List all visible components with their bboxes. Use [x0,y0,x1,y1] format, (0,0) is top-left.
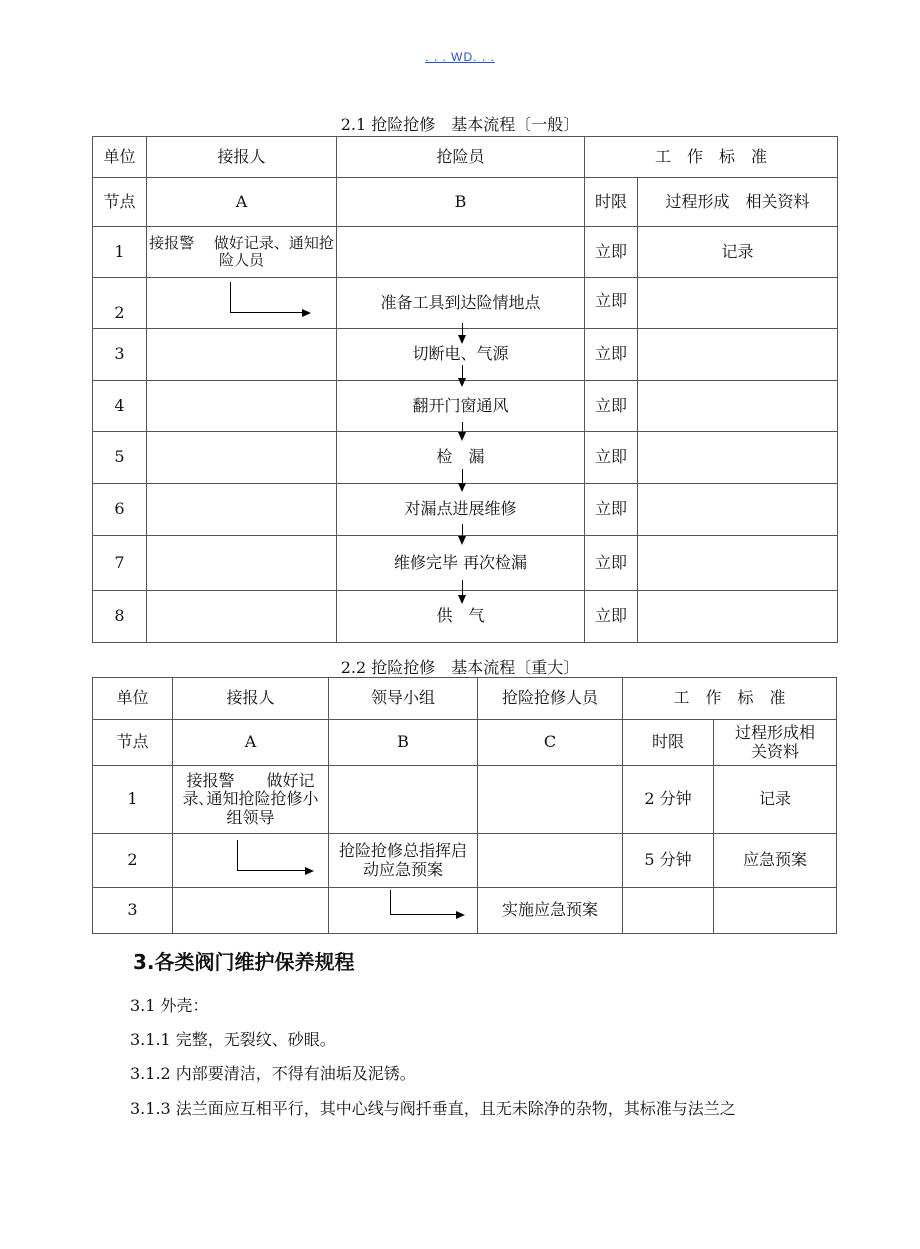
time-limit-cell: 立即 [585,484,638,536]
table2 [92,677,837,934]
time-limit-cell: 立即 [585,278,638,329]
docs-cell [638,484,838,536]
docs-cell [714,888,837,934]
flow-step-box: 接报警 做好记录､通知抢险抢修小组领导 [173,766,329,834]
empty-cell [147,484,337,536]
empty-cell [329,766,478,834]
node-cell: 6 [93,484,147,536]
elbow-arrow-icon [237,840,306,871]
table2-header-b: B [329,720,478,766]
table2-header-c: C [478,720,623,766]
table2-header-standard: 工 作 标 准 [623,678,837,720]
empty-cell [147,381,337,432]
flow-step: 对漏点进展维修 [337,484,585,536]
table-row [93,766,837,834]
node-cell: 1 [93,227,147,278]
docs-cell [638,381,838,432]
node-cell: 5 [93,432,147,484]
flow-step-box: 接报警 做好记录、通知抢险人员 [147,227,337,278]
empty-cell [478,834,623,888]
time-limit-cell: 立即 [585,536,638,591]
table2-header-docs: 过程形成相关资料 [714,720,837,766]
down-arrow-icon [462,469,463,490]
table1-header-docs: 过程形成 相关资料 [638,178,838,227]
docs-cell [638,278,838,329]
empty-cell [147,591,337,643]
table2-header-node: 节点 [93,720,173,766]
table1-caption: 2.1 抢险抢修 基本流程〔一般〕 [340,115,580,134]
table-row [93,381,838,432]
empty-cell [173,888,329,934]
time-limit-cell [623,888,714,934]
down-arrow-icon [462,524,463,543]
node-cell: 2 [93,278,147,329]
table-row [93,227,838,278]
docs-cell [638,432,838,484]
flow-step: 翻开门窗通风 [337,381,585,432]
table1-header-unit: 单位 [93,137,147,178]
table2-header-staff: 抢险抢修人员 [478,678,623,720]
elbow-arrow-icon [230,282,303,313]
table2-header-leader: 领导小组 [329,678,478,720]
time-limit-cell: 立即 [585,381,638,432]
table-row [93,888,837,934]
down-arrow-icon [462,365,463,385]
table2-header-time: 时限 [623,720,714,766]
time-limit-cell: 立即 [585,591,638,643]
docs-cell [638,591,838,643]
table-row [93,834,837,888]
down-arrow-icon [462,580,463,602]
flow-step: 供 气 [337,591,585,643]
table1-header-time: 时限 [585,178,638,227]
table2-caption: 2.2 抢险抢修 基本流程〔重大〕 [340,658,580,677]
empty-cell [147,432,337,484]
node-cell: 4 [93,381,147,432]
node-cell: 3 [93,329,147,381]
time-limit-cell: 2 分钟 [623,766,714,834]
flow-step: 实施应急预案 [478,888,623,934]
paragraph: 3.1.2 内部要清洁，不得有油垢及泥锈。 [130,1064,416,1083]
table2-header-a: A [173,720,329,766]
empty-cell [147,329,337,381]
time-limit-cell: 立即 [585,329,638,381]
flow-step [337,227,585,278]
header-link[interactable]: . . . WD. . . [425,50,495,64]
table1-header-receiver: 接报人 [147,137,337,178]
flow-step: 维修完毕 再次检漏 [337,536,585,591]
docs-cell: 记录 [638,227,838,278]
time-limit-cell: 立即 [585,227,638,278]
node-cell: 3 [93,888,173,934]
paragraph: 3.1.1 完整，无裂纹、砂眼。 [130,1030,336,1049]
time-limit-cell: 立即 [585,432,638,484]
table1-header-a: A [147,178,337,227]
table2-header-unit: 单位 [93,678,173,720]
table1-header-node: 节点 [93,178,147,227]
table1-header-standard: 工 作 标 准 [585,137,838,178]
node-cell: 7 [93,536,147,591]
table-row [93,278,838,329]
flow-step-label: 检 漏 [436,447,485,467]
elbow-arrow-icon [390,890,457,915]
docs-cell [638,536,838,591]
node-cell: 2 [93,834,173,888]
flow-step: 切断电、气源 [337,329,585,381]
table2-header-receiver: 接报人 [173,678,329,720]
node-cell: 8 [93,591,147,643]
flow-step: 准备工具到达险情地点 [337,278,585,329]
flow-connector-cell [173,834,329,888]
table1-header-b: B [337,178,585,227]
table1-header-repairer: 抢险员 [337,137,585,178]
table1 [92,136,838,643]
flow-connector-cell [147,278,337,329]
node-cell: 1 [93,766,173,834]
empty-cell [147,536,337,591]
down-arrow-icon [462,323,463,342]
docs-cell [638,329,838,381]
section-title: 3.各类阀门维护保养规程 [133,950,355,974]
paragraph: 3.1.3 法兰面应互相平行，其中心线与阀扦垂直，且无未除净的杂物，其标准与法兰之 [130,1099,736,1118]
docs-cell: 记录 [714,766,837,834]
flow-connector-cell [329,888,478,934]
paragraph: 3.1 外壳： [130,996,209,1015]
time-limit-cell: 5 分钟 [623,834,714,888]
docs-cell: 应急预案 [714,834,837,888]
flow-step: 抢险抢修总指挥启动应急预案 [329,834,478,888]
down-arrow-icon [462,422,463,439]
empty-cell [478,766,623,834]
